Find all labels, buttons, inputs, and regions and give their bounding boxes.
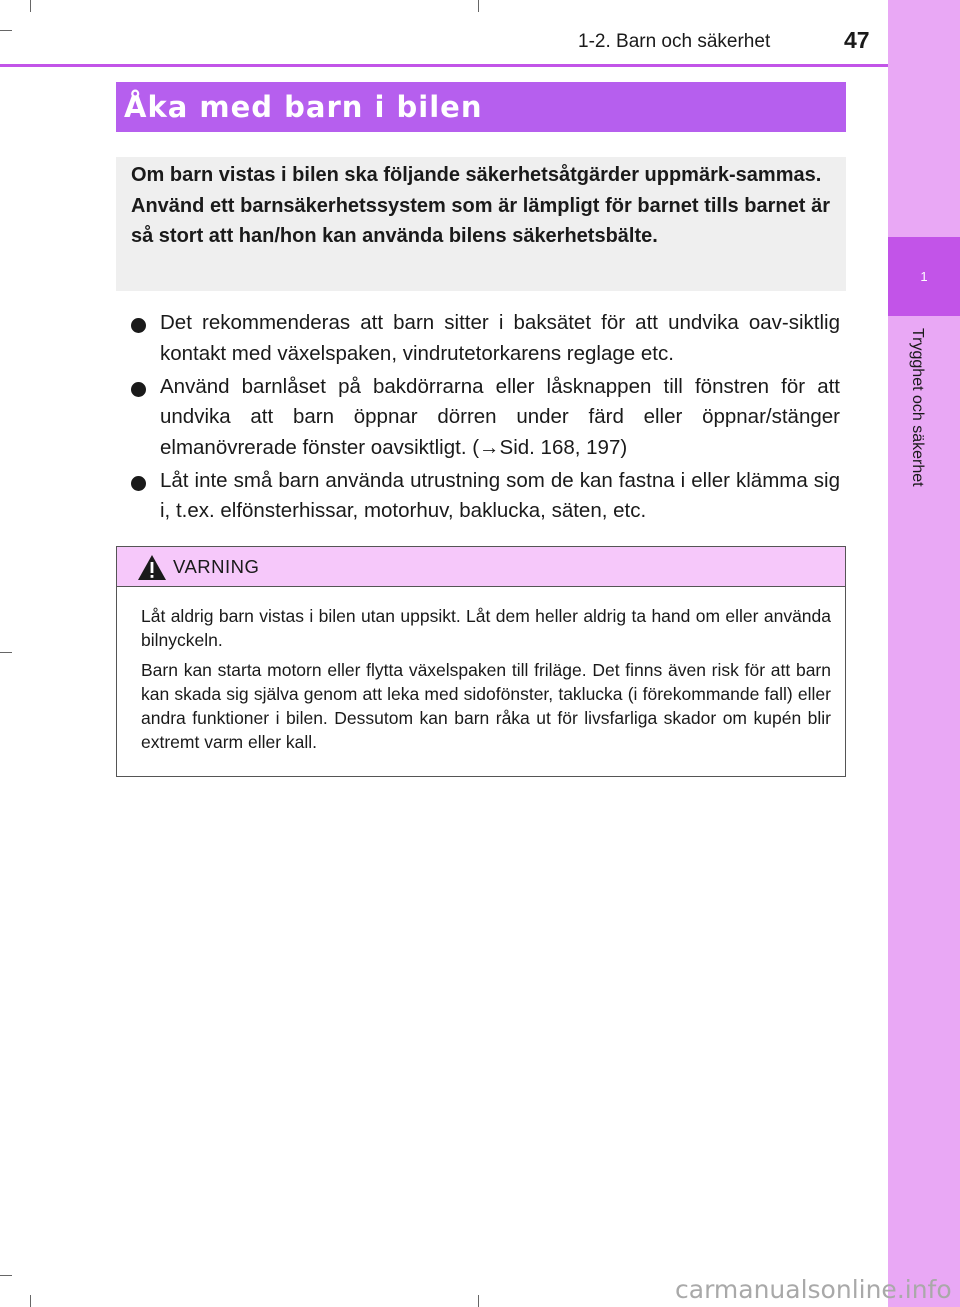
- warning-title: VARNING: [173, 556, 260, 577]
- bullet-text: Det rekommenderas att barn sitter i baksätet för att undvika oav-siktlig kontakt med växelspaken, vindrutetorkarens reglage etc.: [160, 311, 840, 365]
- crop-mark: [30, 0, 31, 12]
- header-rule: [0, 64, 888, 67]
- chapter-number: 1: [920, 269, 928, 284]
- crop-mark: [0, 30, 12, 31]
- warning-box: [116, 546, 846, 777]
- chapter-label: Trygghet och säkerhet: [909, 328, 926, 487]
- list-item: [130, 308, 840, 369]
- bullet-text: Låt inte små barn använda utrustning som de kan fastna i eller klämma sig i, t.ex. elfönsterhissar, motorhuv, baklucka, säten, etc.: [160, 468, 840, 522]
- title-bar: [116, 82, 846, 132]
- warning-header: [117, 547, 845, 587]
- page-title: Åka med barn i bilen: [124, 90, 483, 124]
- warning-paragraph: Låt aldrig barn vistas i bilen utan uppsikt. Låt dem heller aldrig ta hand om eller använda bilnyckeln.: [141, 606, 831, 650]
- bullet-text: Använd barnlåset på bakdörrarna eller låsknappen till fönstren för att undvika att barn öppnar dörren under färd eller öppnar/stänger elmanövrerade fönster oavsiktligt. (→Sid. 168, 197): [160, 374, 840, 459]
- warning-paragraph: Barn kan starta motorn eller flytta växelspaken till friläge. Det finns även risk för att barn kan skada sig själva genom att leka med sidofönster, taklucka (i förekommande fall) eller andra funktioner i bilen. Dessutom kan barn råka ut för livsfarliga skador om kupén blir extremt varm eller kall.: [141, 660, 831, 752]
- crop-mark: [478, 1295, 479, 1307]
- watermark: carmanualsonline.info: [675, 1275, 952, 1304]
- list-item: [130, 372, 840, 464]
- page-number: 47: [844, 27, 870, 53]
- intro-paragraph: Om barn vistas i bilen ska följande säkerhetsåtgärder uppmärk-sammas.: [131, 164, 822, 186]
- section-heading: 1-2. Barn och säkerhet: [578, 31, 771, 52]
- bullet-list: [130, 308, 840, 529]
- bullet-icon: [131, 318, 146, 333]
- crop-mark: [478, 0, 479, 12]
- side-tab-strip: [888, 0, 960, 1307]
- bullet-icon: [131, 382, 146, 397]
- crop-mark: [30, 1295, 31, 1307]
- crop-mark: [0, 1275, 12, 1276]
- warning-body: [117, 587, 845, 754]
- chapter-tab[interactable]: [888, 237, 960, 316]
- bullet-icon: [131, 476, 146, 491]
- warning-triangle-icon: [137, 554, 167, 581]
- crop-mark: [0, 652, 12, 653]
- list-item: [130, 466, 840, 527]
- intro-paragraph: Använd ett barnsäkerhetssystem som är lämpligt för barnet tills barnet är så stort att han/hon kan använda bilens säkerhetsbälte.: [131, 194, 830, 247]
- intro-box: [116, 157, 846, 291]
